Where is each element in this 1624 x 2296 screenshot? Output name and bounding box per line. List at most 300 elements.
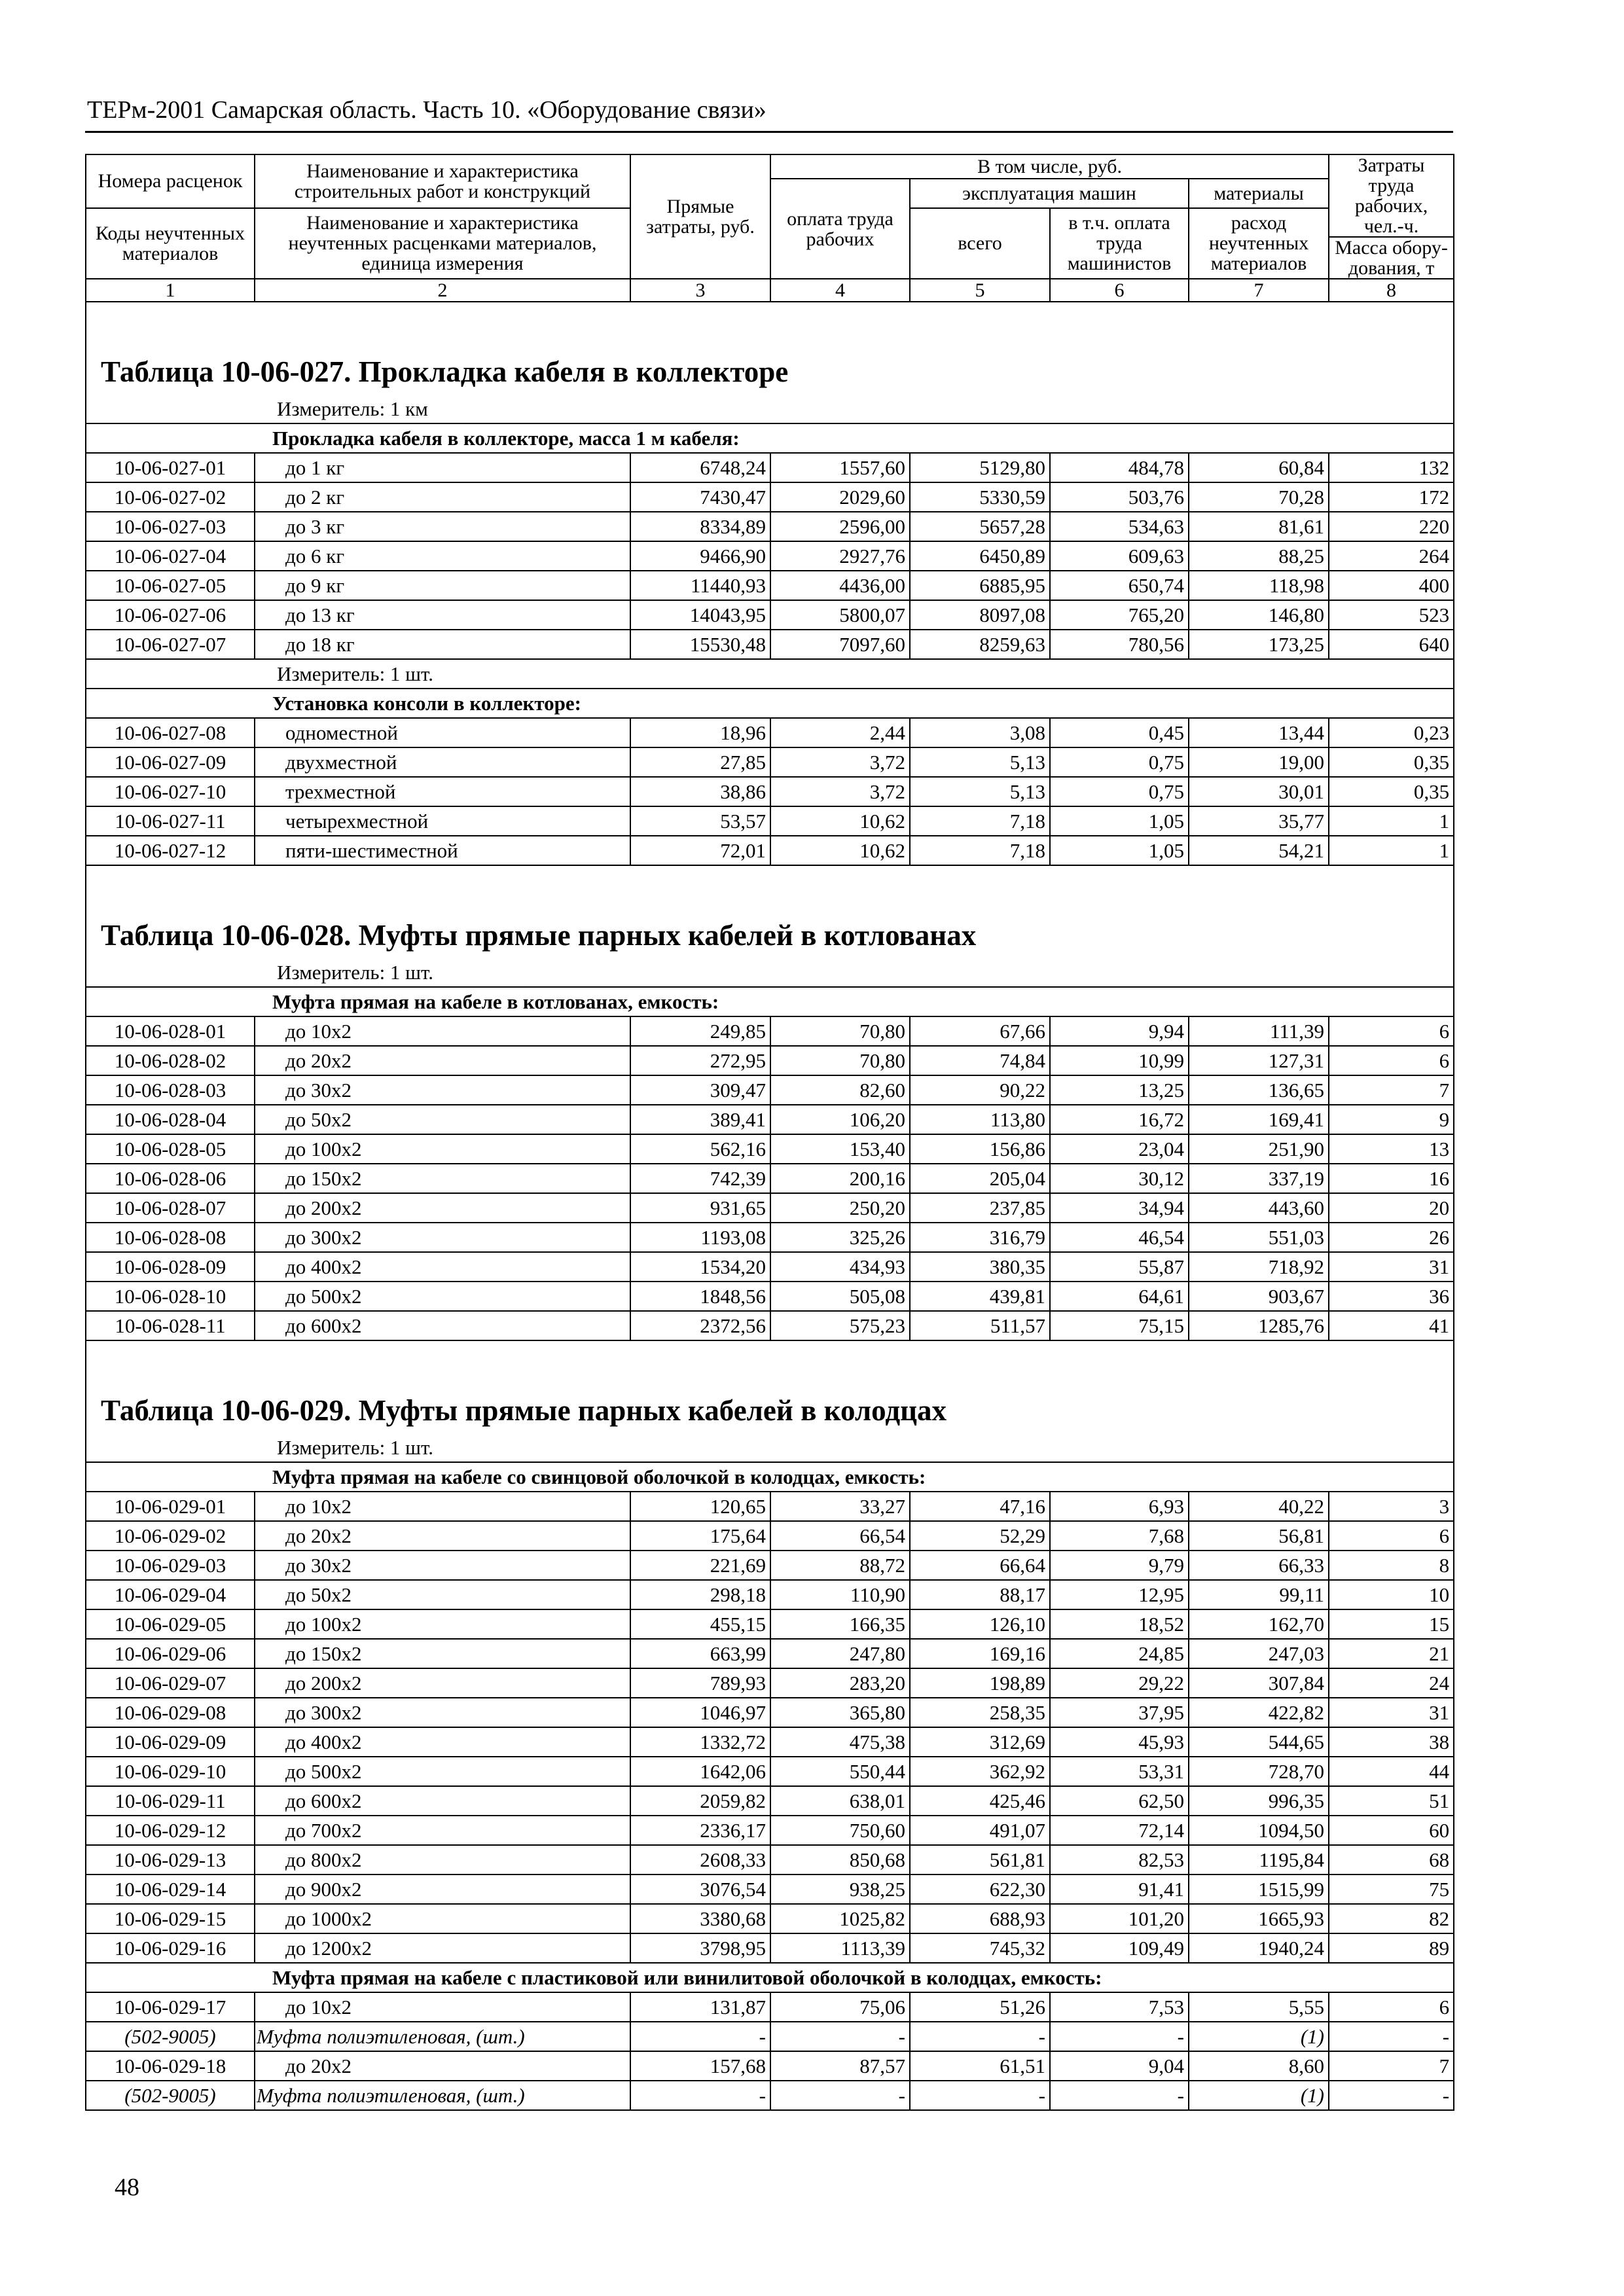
direct-cost: 8334,89 xyxy=(630,512,770,541)
labor-cost: 38 xyxy=(1329,1727,1454,1757)
materials: 337,19 xyxy=(1189,1164,1329,1193)
rate-code: 10-06-029-18 xyxy=(86,2051,255,2081)
section-label: Муфта прямая на кабеле со свинцовой оболочкой в колодцах, емкость: xyxy=(86,1462,1454,1492)
rate-code: 10-06-028-06 xyxy=(86,1164,255,1193)
col-naimenovanie: Наименование и характеристика строительных работ и конструкций xyxy=(255,154,630,208)
labor-cost: 89 xyxy=(1329,1933,1454,1963)
rate-code: 10-06-027-03 xyxy=(86,512,255,541)
machinist-pay: 30,12 xyxy=(1050,1164,1189,1193)
machine-total: 8097,08 xyxy=(910,600,1050,630)
worker-pay: 4436,00 xyxy=(770,571,910,600)
labor-cost: 9 xyxy=(1329,1105,1454,1134)
worker-pay: 1557,60 xyxy=(770,453,910,482)
rate-name: до 10х2 xyxy=(255,1492,630,1521)
rate-name: до 300х2 xyxy=(255,1698,630,1727)
materials: 8,60 xyxy=(1189,2051,1329,2081)
worker-pay: - xyxy=(770,2081,910,2110)
rate-code: 10-06-028-05 xyxy=(86,1134,255,1164)
materials: 422,82 xyxy=(1189,1698,1329,1727)
labor-cost: 21 xyxy=(1329,1639,1454,1668)
worker-pay: 638,01 xyxy=(770,1786,910,1816)
col-oplata: оплата труда рабочих xyxy=(770,179,910,279)
labor-cost: 31 xyxy=(1329,1698,1454,1727)
rate-code: 10-06-029-15 xyxy=(86,1904,255,1933)
measure-label: Измеритель: 1 шт. xyxy=(277,1435,434,1459)
machinist-pay: 12,95 xyxy=(1050,1580,1189,1609)
direct-cost: 3380,68 xyxy=(630,1904,770,1933)
labor-cost: 6 xyxy=(1329,1016,1454,1046)
table-row xyxy=(86,453,1454,482)
rate-name: до 900х2 xyxy=(255,1874,630,1904)
machine-total: 52,29 xyxy=(910,1521,1050,1551)
table-row xyxy=(86,1904,1454,1933)
materials: 40,22 xyxy=(1189,1492,1329,1521)
measure-label: Измеритель: 1 шт. xyxy=(277,662,434,685)
rate-name: до 18 кг xyxy=(255,630,630,659)
direct-cost: 2608,33 xyxy=(630,1845,770,1874)
direct-cost: 38,86 xyxy=(630,777,770,806)
rate-name: до 2 кг xyxy=(255,482,630,512)
col-nomera: Номера расценок xyxy=(86,154,255,208)
rate-code: 10-06-027-05 xyxy=(86,571,255,600)
worker-pay: 82,60 xyxy=(770,1075,910,1105)
rate-code: 10-06-029-14 xyxy=(86,1874,255,1904)
labor-cost: 60 xyxy=(1329,1816,1454,1845)
worker-pay: 3,72 xyxy=(770,777,910,806)
rate-code: 10-06-028-03 xyxy=(86,1075,255,1105)
direct-cost: 120,65 xyxy=(630,1492,770,1521)
rate-code: 10-06-027-08 xyxy=(86,718,255,747)
labor-cost: 6 xyxy=(1329,1521,1454,1551)
labor-cost: 13 xyxy=(1329,1134,1454,1164)
worker-pay: 10,62 xyxy=(770,836,910,865)
rate-name: до 800х2 xyxy=(255,1845,630,1874)
direct-cost: 562,16 xyxy=(630,1134,770,1164)
worker-pay: 153,40 xyxy=(770,1134,910,1164)
materials: 88,25 xyxy=(1189,541,1329,571)
machine-total: 8259,63 xyxy=(910,630,1050,659)
rate-code: 10-06-029-02 xyxy=(86,1521,255,1551)
table-row xyxy=(86,1282,1454,1311)
machine-total: 5129,80 xyxy=(910,453,1050,482)
worker-pay: 850,68 xyxy=(770,1845,910,1874)
materials: 728,70 xyxy=(1189,1757,1329,1786)
table-row xyxy=(86,482,1454,512)
labor-cost: 75 xyxy=(1329,1874,1454,1904)
worker-pay: 166,35 xyxy=(770,1609,910,1639)
labor-cost: 132 xyxy=(1329,453,1454,482)
worker-pay: 325,26 xyxy=(770,1223,910,1252)
rate-name: до 150х2 xyxy=(255,1164,630,1193)
machine-total: 6450,89 xyxy=(910,541,1050,571)
direct-cost: 157,68 xyxy=(630,2051,770,2081)
direct-cost: 1534,20 xyxy=(630,1252,770,1282)
machinist-pay: 1,05 xyxy=(1050,806,1189,836)
materials: 443,60 xyxy=(1189,1193,1329,1223)
materials: 111,39 xyxy=(1189,1016,1329,1046)
rate-code: 10-06-029-04 xyxy=(86,1580,255,1609)
rate-name: до 1000х2 xyxy=(255,1904,630,1933)
table-title: Таблица 10-06-027. Прокладка кабеля в коллекторе xyxy=(86,302,1454,394)
labor-cost: 640 xyxy=(1329,630,1454,659)
machinist-pay: - xyxy=(1050,2081,1189,2110)
table-row xyxy=(86,1845,1454,1874)
direct-cost: 3076,54 xyxy=(630,1874,770,1904)
direct-cost: 11440,93 xyxy=(630,571,770,600)
direct-cost: 272,95 xyxy=(630,1046,770,1075)
labor-cost: 6 xyxy=(1329,1046,1454,1075)
measure-row xyxy=(86,1433,1454,1462)
direct-cost: 72,01 xyxy=(630,836,770,865)
machinist-pay: 18,52 xyxy=(1050,1609,1189,1639)
worker-pay: 2029,60 xyxy=(770,482,910,512)
materials: 551,03 xyxy=(1189,1223,1329,1252)
rate-code: 10-06-028-07 xyxy=(86,1193,255,1223)
direct-cost: 1193,08 xyxy=(630,1223,770,1252)
rate-code: 10-06-029-13 xyxy=(86,1845,255,1874)
worker-pay: - xyxy=(770,2022,910,2051)
rate-code: 10-06-029-10 xyxy=(86,1757,255,1786)
table-row xyxy=(86,1992,1454,2022)
materials: 1094,50 xyxy=(1189,1816,1329,1845)
machinist-pay: 101,20 xyxy=(1050,1904,1189,1933)
section-row xyxy=(86,423,1454,453)
materials: (1) xyxy=(1189,2022,1329,2051)
section-label: Прокладка кабеля в коллекторе, масса 1 м кабеля: xyxy=(86,423,1454,453)
direct-cost: 131,87 xyxy=(630,1992,770,2022)
machine-total: 5330,59 xyxy=(910,482,1050,512)
labor-cost: 26 xyxy=(1329,1223,1454,1252)
table-row xyxy=(86,1698,1454,1727)
worker-pay: 283,20 xyxy=(770,1668,910,1698)
table-row xyxy=(86,1016,1454,1046)
rate-name: до 600х2 xyxy=(255,1311,630,1340)
materials: 136,65 xyxy=(1189,1075,1329,1105)
rate-code: 10-06-027-06 xyxy=(86,600,255,630)
worker-pay: 1113,39 xyxy=(770,1933,910,1963)
materials: 127,31 xyxy=(1189,1046,1329,1075)
col-rashod: расход неучтенных материалов xyxy=(1189,208,1329,279)
machine-total: 88,17 xyxy=(910,1580,1050,1609)
table-row xyxy=(86,1874,1454,1904)
table-row xyxy=(86,1252,1454,1282)
direct-cost: 175,64 xyxy=(630,1521,770,1551)
machine-total: 205,04 xyxy=(910,1164,1050,1193)
rate-name: четырехместной xyxy=(255,806,630,836)
materials: 1940,24 xyxy=(1189,1933,1329,1963)
machine-total: 51,26 xyxy=(910,1992,1050,2022)
machine-total: 169,16 xyxy=(910,1639,1050,1668)
labor-cost: 7 xyxy=(1329,2051,1454,2081)
materials: 1195,84 xyxy=(1189,1845,1329,1874)
worker-pay: 106,20 xyxy=(770,1105,910,1134)
col-pryamye: Прямые затраты, руб. xyxy=(630,154,770,279)
col-num: 4 xyxy=(770,279,910,302)
section-label: Установка консоли в коллекторе: xyxy=(86,689,1454,718)
labor-cost: 0,35 xyxy=(1329,777,1454,806)
worker-pay: 2927,76 xyxy=(770,541,910,571)
materials: 118,98 xyxy=(1189,571,1329,600)
machinist-pay: 53,31 xyxy=(1050,1757,1189,1786)
labor-cost: 1 xyxy=(1329,806,1454,836)
rate-name: Муфта полиэтиленовая, (шт.) xyxy=(255,2022,630,2051)
rate-name: пяти-шестиместной xyxy=(255,836,630,865)
materials: 247,03 xyxy=(1189,1639,1329,1668)
worker-pay: 88,72 xyxy=(770,1551,910,1580)
machinist-pay: 609,63 xyxy=(1050,541,1189,571)
rate-code: 10-06-027-11 xyxy=(86,806,255,836)
machine-total: 90,22 xyxy=(910,1075,1050,1105)
materials: 81,61 xyxy=(1189,512,1329,541)
col-num: 3 xyxy=(630,279,770,302)
table-row xyxy=(86,1786,1454,1816)
machine-total: 113,80 xyxy=(910,1105,1050,1134)
machine-total: 362,92 xyxy=(910,1757,1050,1786)
worker-pay: 3,72 xyxy=(770,747,910,777)
col-naimenovanie-neucht: Наименование и характеристика неучтенных расценками материалов, единица измерения xyxy=(255,208,630,279)
col-ekspluatatsiya: эксплуатация машин xyxy=(910,179,1189,208)
machine-total: 312,69 xyxy=(910,1727,1050,1757)
table-row xyxy=(86,1492,1454,1521)
table-title: Таблица 10-06-028. Муфты прямые парных кабелей в котлованах xyxy=(86,865,1454,958)
direct-cost: 1848,56 xyxy=(630,1282,770,1311)
rate-code: 10-06-029-17 xyxy=(86,1992,255,2022)
worker-pay: 7097,60 xyxy=(770,630,910,659)
table-title-row xyxy=(86,302,1454,394)
col-materialy: материалы xyxy=(1189,179,1329,208)
rate-name: до 50х2 xyxy=(255,1580,630,1609)
labor-cost: 8 xyxy=(1329,1551,1454,1580)
direct-cost: 2372,56 xyxy=(630,1311,770,1340)
materials: 718,92 xyxy=(1189,1252,1329,1282)
machine-total: 198,89 xyxy=(910,1668,1050,1698)
direct-cost: 455,15 xyxy=(630,1609,770,1639)
rate-name: до 700х2 xyxy=(255,1816,630,1845)
rate-name: до 6 кг xyxy=(255,541,630,571)
worker-pay: 2596,00 xyxy=(770,512,910,541)
rate-code: 10-06-027-12 xyxy=(86,836,255,865)
labor-cost: 20 xyxy=(1329,1193,1454,1223)
table-title-row xyxy=(86,1340,1454,1433)
machine-total: 5657,28 xyxy=(910,512,1050,541)
direct-cost: 53,57 xyxy=(630,806,770,836)
table-row xyxy=(86,1311,1454,1340)
col-vsego: всего xyxy=(910,208,1050,279)
page-header: ТЕРм-2001 Самарская область. Часть 10. «Оборудование связи» xyxy=(87,96,767,124)
rate-code: 10-06-027-07 xyxy=(86,630,255,659)
materials: 1285,76 xyxy=(1189,1311,1329,1340)
materials: 99,11 xyxy=(1189,1580,1329,1609)
section-row xyxy=(86,1963,1454,1992)
rate-name: до 600х2 xyxy=(255,1786,630,1816)
machine-total: 67,66 xyxy=(910,1016,1050,1046)
worker-pay: 200,16 xyxy=(770,1164,910,1193)
machinist-pay: 34,94 xyxy=(1050,1193,1189,1223)
worker-pay: 575,23 xyxy=(770,1311,910,1340)
labor-cost: 172 xyxy=(1329,482,1454,512)
direct-cost: - xyxy=(630,2022,770,2051)
labor-cost: 24 xyxy=(1329,1668,1454,1698)
col-num: 6 xyxy=(1050,279,1189,302)
direct-cost: - xyxy=(630,2081,770,2110)
table-row xyxy=(86,1639,1454,1668)
direct-cost: 1642,06 xyxy=(630,1757,770,1786)
col-v-tom-chisle: В том числе, руб. xyxy=(770,154,1329,179)
materials: 1665,93 xyxy=(1189,1904,1329,1933)
machinist-pay: 534,63 xyxy=(1050,512,1189,541)
rate-name: до 400х2 xyxy=(255,1727,630,1757)
rate-name: до 200х2 xyxy=(255,1668,630,1698)
machinist-pay: 0,75 xyxy=(1050,747,1189,777)
direct-cost: 742,39 xyxy=(630,1164,770,1193)
machinist-pay: 650,74 xyxy=(1050,571,1189,600)
labor-cost: 10 xyxy=(1329,1580,1454,1609)
machinist-pay: 780,56 xyxy=(1050,630,1189,659)
rate-code: 10-06-028-08 xyxy=(86,1223,255,1252)
machinist-pay: 10,99 xyxy=(1050,1046,1189,1075)
materials: 173,25 xyxy=(1189,630,1329,659)
table-row xyxy=(86,1580,1454,1609)
machinist-pay: 29,22 xyxy=(1050,1668,1189,1698)
rate-code: 10-06-028-02 xyxy=(86,1046,255,1075)
table-row xyxy=(86,1551,1454,1580)
col-num: 1 xyxy=(86,279,255,302)
header-rule xyxy=(85,131,1453,133)
machinist-pay: 82,53 xyxy=(1050,1845,1189,1874)
table-row xyxy=(86,1134,1454,1164)
machine-total: 316,79 xyxy=(910,1223,1050,1252)
machine-total: 380,35 xyxy=(910,1252,1050,1282)
col-num: 8 xyxy=(1329,279,1454,302)
labor-cost: 51 xyxy=(1329,1786,1454,1816)
materials: 146,80 xyxy=(1189,600,1329,630)
machinist-pay: 13,25 xyxy=(1050,1075,1189,1105)
table-row xyxy=(86,836,1454,865)
machinist-pay: 0,75 xyxy=(1050,777,1189,806)
labor-cost: 36 xyxy=(1329,1282,1454,1311)
table-row xyxy=(86,777,1454,806)
col-vtch: в т.ч. оплата труда машинистов xyxy=(1050,208,1189,279)
machine-total: 425,46 xyxy=(910,1786,1050,1816)
table-row xyxy=(86,571,1454,600)
materials: 307,84 xyxy=(1189,1668,1329,1698)
machine-total: 3,08 xyxy=(910,718,1050,747)
machine-total: 7,18 xyxy=(910,836,1050,865)
materials: 544,65 xyxy=(1189,1727,1329,1757)
machine-total: 439,81 xyxy=(910,1282,1050,1311)
col-num: 2 xyxy=(255,279,630,302)
section-row xyxy=(86,987,1454,1016)
materials: 56,81 xyxy=(1189,1521,1329,1551)
table-row xyxy=(86,1223,1454,1252)
rate-code: 10-06-027-02 xyxy=(86,482,255,512)
worker-pay: 550,44 xyxy=(770,1757,910,1786)
table-row xyxy=(86,512,1454,541)
table-row xyxy=(86,1727,1454,1757)
measure-row xyxy=(86,659,1454,689)
machine-total: 61,51 xyxy=(910,2051,1050,2081)
machinist-pay: 55,87 xyxy=(1050,1252,1189,1282)
materials: 19,00 xyxy=(1189,747,1329,777)
direct-cost: 663,99 xyxy=(630,1639,770,1668)
machine-total: 688,93 xyxy=(910,1904,1050,1933)
table-row xyxy=(86,541,1454,571)
table-row xyxy=(86,1075,1454,1105)
worker-pay: 475,38 xyxy=(770,1727,910,1757)
materials: 30,01 xyxy=(1189,777,1329,806)
labor-cost: 15 xyxy=(1329,1609,1454,1639)
rate-code: 10-06-029-06 xyxy=(86,1639,255,1668)
materials: 13,44 xyxy=(1189,718,1329,747)
direct-cost: 18,96 xyxy=(630,718,770,747)
direct-cost: 1046,97 xyxy=(630,1698,770,1727)
table-row xyxy=(86,600,1454,630)
section-label: Муфта прямая на кабеле с пластиковой или винилитовой оболочкой в колодцах, емкость: xyxy=(86,1963,1454,1992)
measure-row xyxy=(86,958,1454,987)
material-row xyxy=(86,2022,1454,2051)
direct-cost: 789,93 xyxy=(630,1668,770,1698)
machine-total: 491,07 xyxy=(910,1816,1050,1845)
rate-code: 10-06-029-16 xyxy=(86,1933,255,1963)
rate-code: 10-06-029-12 xyxy=(86,1816,255,1845)
worker-pay: 365,80 xyxy=(770,1698,910,1727)
labor-cost: - xyxy=(1329,2081,1454,2110)
machinist-pay: 23,04 xyxy=(1050,1134,1189,1164)
materials: 60,84 xyxy=(1189,453,1329,482)
labor-cost: 0,23 xyxy=(1329,718,1454,747)
col-zatraty: Затраты труда рабочих, чел.-ч. xyxy=(1329,154,1454,237)
section-label: Муфта прямая на кабеле в котлованах, емкость: xyxy=(86,987,1454,1016)
machine-total: - xyxy=(910,2081,1050,2110)
rate-code: 10-06-028-09 xyxy=(86,1252,255,1282)
table-row xyxy=(86,747,1454,777)
rate-code: (502-9005) xyxy=(86,2081,255,2110)
labor-cost: 6 xyxy=(1329,1992,1454,2022)
machinist-pay: - xyxy=(1050,2022,1189,2051)
machine-total: - xyxy=(910,2022,1050,2051)
rate-name: до 400х2 xyxy=(255,1252,630,1282)
col-num: 7 xyxy=(1189,279,1329,302)
machinist-pay: 46,54 xyxy=(1050,1223,1189,1252)
labor-cost: 0,35 xyxy=(1329,747,1454,777)
machinist-pay: 72,14 xyxy=(1050,1816,1189,1845)
section-row xyxy=(86,689,1454,718)
machinist-pay: 62,50 xyxy=(1050,1786,1189,1816)
rate-code: 10-06-028-10 xyxy=(86,1282,255,1311)
machine-total: 7,18 xyxy=(910,806,1050,836)
labor-cost: 16 xyxy=(1329,1164,1454,1193)
rate-code: 10-06-028-01 xyxy=(86,1016,255,1046)
labor-cost: 7 xyxy=(1329,1075,1454,1105)
direct-cost: 27,85 xyxy=(630,747,770,777)
table-row xyxy=(86,1046,1454,1075)
worker-pay: 66,54 xyxy=(770,1521,910,1551)
machinist-pay: 484,78 xyxy=(1050,453,1189,482)
labor-cost: 400 xyxy=(1329,571,1454,600)
table-row xyxy=(86,718,1454,747)
materials: (1) xyxy=(1189,2081,1329,2110)
table-row xyxy=(86,806,1454,836)
labor-cost: 82 xyxy=(1329,1904,1454,1933)
machinist-pay: 0,45 xyxy=(1050,718,1189,747)
machinist-pay: 109,49 xyxy=(1050,1933,1189,1963)
machine-total: 6885,95 xyxy=(910,571,1050,600)
labor-cost: 31 xyxy=(1329,1252,1454,1282)
labor-cost: 68 xyxy=(1329,1845,1454,1874)
labor-cost: 44 xyxy=(1329,1757,1454,1786)
rate-code: 10-06-028-04 xyxy=(86,1105,255,1134)
direct-cost: 6748,24 xyxy=(630,453,770,482)
